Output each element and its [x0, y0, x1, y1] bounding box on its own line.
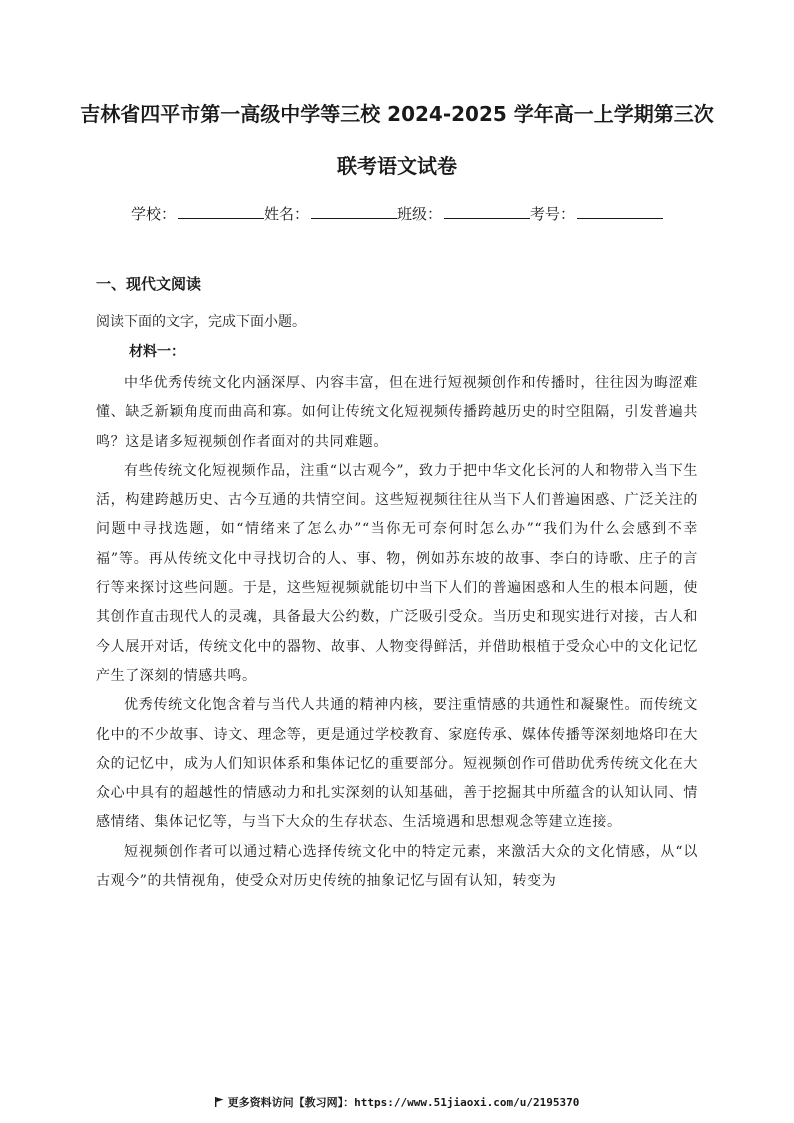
document-title-line-1: 吉林省四平市第一高级中学等三校 2024-2025 学年高一上学期第三次 — [80, 102, 714, 126]
class-field — [397, 202, 530, 226]
name-label: 姓名： — [263, 205, 309, 223]
passage-paragraph: 优秀传统文化饱含着与当代人共通的精神内核，要注重情感的共通性和凝聚性。而传统文化中的不少故事、诗文、理念等，更是通过学校教育、家庭传承、媒体传播等深刻地烙印在大众的记忆中，成为人们知识体系和集体记忆的重要部分。短视频创作可借助优秀传统文化在大众心中具有的超越性的情感动力和扎实深刻的认知基础，善于挖掘其中所蕴含的认知认同、情感情绪、集体记忆等，与当下大众的生存状态、生活境遇和思想观念等建立连接。 — [96, 697, 698, 831]
footer — [0, 1095, 794, 1111]
school-field — [131, 202, 264, 226]
passage-paragraph: 中华优秀传统文化内涵深厚、内容丰富，但在进行短视频创作和传播时，往往因为晦涩难懂、缺乏新颖角度而曲高和寡。如何让传统文化短视频传播跨越历史的时空阻隔，引发普遍共鸣？这是诸多短视频创作者面对的共同难题。 — [96, 375, 698, 450]
passage-paragraph: 有些传统文化短视频作品，注重“以古观今”，致力于把中华文化长河的人和物带入当下生活，构建跨越历史、古今互通的共情空间。这些短视频往往从当下人们普遍困惑、广泛关注的问题中寻找选题，如“情绪来了怎么办”“当你无可奈何时怎么办”“我们为什么会感到不幸福”等。再从传统文化中寻找切合的人、事、物，例如苏东坡的故事、李白的诗歌、庄子的言行等来探讨这些问题。于是，这些短视频就能切中当下人们的普遍困惑和人生的根本问题，使其创作直击现代人的灵魂，具备最大公约数，广泛吸引受众。当历史和现实进行对接，古人和今人展开对话，传统文化中的器物、故事、人物变得鲜活，并借助根植于受众心中的文化记忆产生了深刻的情感共鸣。 — [96, 462, 698, 684]
reading-instruction: 阅读下面的文字，完成下面小题。 — [96, 314, 306, 330]
exam-number-label: 考号： — [530, 205, 576, 223]
passage-paragraph: 短视频创作者可以通过精心选择传统文化中的特定元素，来激活大众的文化情感，从“以古观今”的共情视角，使受众对历史传统的抽象记忆与固有认知，转变为 — [96, 843, 698, 890]
student-info-row — [0, 202, 794, 226]
section-heading: 一、现代文阅读 — [96, 275, 202, 293]
reading-passage — [96, 369, 698, 896]
flag-icon — [215, 1097, 224, 1107]
footer-link[interactable]: 更多资料访问【教习网】：https://www.51jiaoxi.com/u/2195370 — [227, 1096, 580, 1109]
school-blank[interactable] — [178, 202, 264, 219]
exam-number-blank[interactable] — [577, 202, 663, 219]
exam-number-field — [530, 202, 663, 226]
document-title-line-2: 联考语文试卷 — [337, 154, 457, 178]
name-field — [264, 202, 397, 226]
name-blank[interactable] — [311, 202, 397, 219]
class-label: 班级： — [397, 205, 443, 223]
class-blank[interactable] — [444, 202, 530, 219]
material-label: 材料一： — [129, 344, 185, 360]
school-label: 学校： — [130, 205, 176, 223]
